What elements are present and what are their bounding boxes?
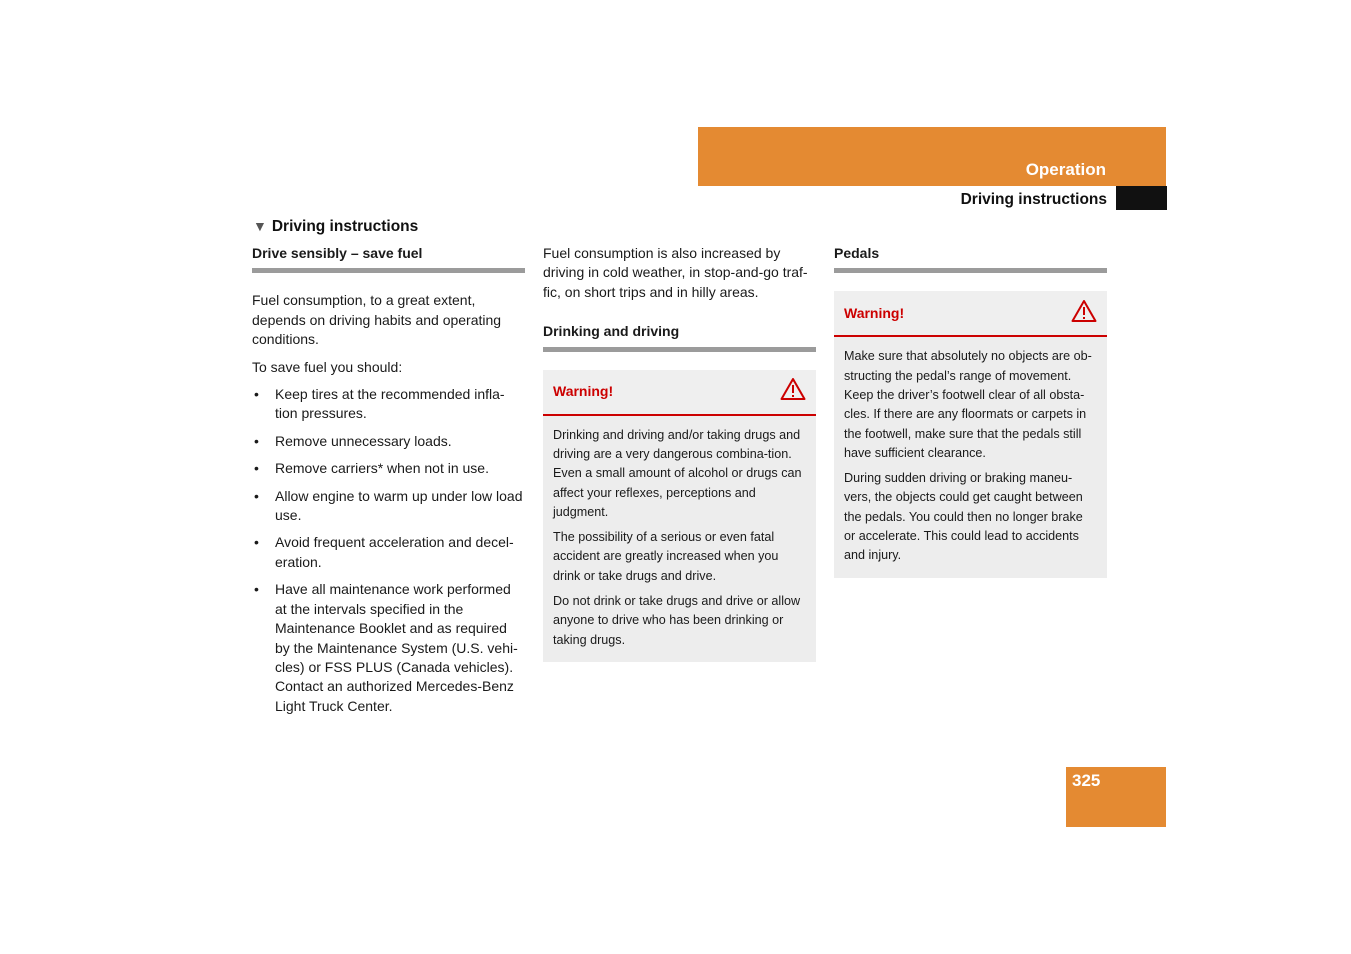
- triangle-down-icon: ▼: [253, 218, 267, 234]
- paragraph: Fuel consumption is also increased by driving in cold weather, in stop-and-go traf-fic, on short trips and in hilly areas.: [543, 245, 808, 300]
- column-1: [252, 244, 525, 724]
- list-item: • Avoid frequent acceleration and decel-eration.: [252, 533, 525, 572]
- warning-paragraph: The possibility of a serious or even fatal accident are greatly increased when you drink or take drugs and drive.: [553, 530, 779, 583]
- section-header: Driving instructions: [960, 191, 1107, 208]
- subhead-drinking-driving: Drinking and driving: [543, 322, 816, 351]
- section-heading: [253, 218, 418, 236]
- section-heading-text: Driving instructions: [271, 218, 419, 235]
- page-number-box: [1066, 767, 1166, 827]
- chapter-title: Operation: [1025, 160, 1106, 179]
- warning-title: Warning!: [553, 382, 614, 399]
- warning-title: Warning!: [844, 304, 905, 321]
- paragraph: Fuel consumption, to a great extent, depends on driving habits and operating conditions.: [252, 292, 502, 348]
- list-item: • Remove carriers* when not in use.: [252, 459, 525, 478]
- section-tab-marker: [1116, 186, 1167, 210]
- list-item: • Remove unnecessary loads.: [252, 432, 525, 451]
- list-item: • Have all maintenance work performed at the intervals specified in the Maintenance Booklet and as required by the Maintenance System (U.S. vehi-cles) or FSS PLUS (Canada vehicles). Contact an authorized Mercedes-Benz Light Truck Center.: [252, 580, 525, 716]
- warning-body: [543, 416, 816, 662]
- chapter-header-band: [698, 127, 1166, 186]
- column-2: [543, 244, 816, 662]
- page-number: 325: [1072, 771, 1101, 790]
- warning-box-drinking: [543, 370, 816, 662]
- warning-triangle-icon: [780, 377, 806, 406]
- subhead-pedals: Pedals: [834, 244, 1107, 273]
- warning-paragraph: Make sure that absolutely no objects are ob-structing the pedal’s range of movement. Keep the driver’s footwell clear of all obsta-cles. If there are any floormats or carpets in the footwell, make sure that the pedals still have sufficient clearance.: [844, 349, 1092, 460]
- list-item: • Keep tires at the recommended infla-tion pressures.: [252, 385, 525, 424]
- warning-paragraph: Drinking and driving and/or taking drugs and driving are a very dangerous combina-tion. Even a small amount of alcohol or drugs can affect your reflexes, perceptions and judgment.: [553, 427, 802, 519]
- warning-paragraph: Do not drink or take drugs and drive or allow anyone to drive who has been drinking or taking drugs.: [553, 594, 801, 647]
- warning-box-pedals: [834, 291, 1107, 577]
- paragraph: To save fuel you should:: [252, 358, 403, 375]
- warning-paragraph: During sudden driving or braking maneu-vers, the objects could get caught between the pedals. You could then no longer brake or accelerate. This could lead to accidents and injury.: [844, 471, 1083, 563]
- warning-body: [834, 337, 1107, 577]
- warning-header: [543, 370, 816, 416]
- fuel-tips-list: [252, 385, 525, 716]
- warning-triangle-icon: [1071, 299, 1097, 328]
- subhead-save-fuel: Drive sensibly – save fuel: [252, 244, 525, 273]
- list-item: • Allow engine to warm up under low load use.: [252, 487, 525, 526]
- warning-header: [834, 291, 1107, 337]
- column-3: [834, 244, 1107, 578]
